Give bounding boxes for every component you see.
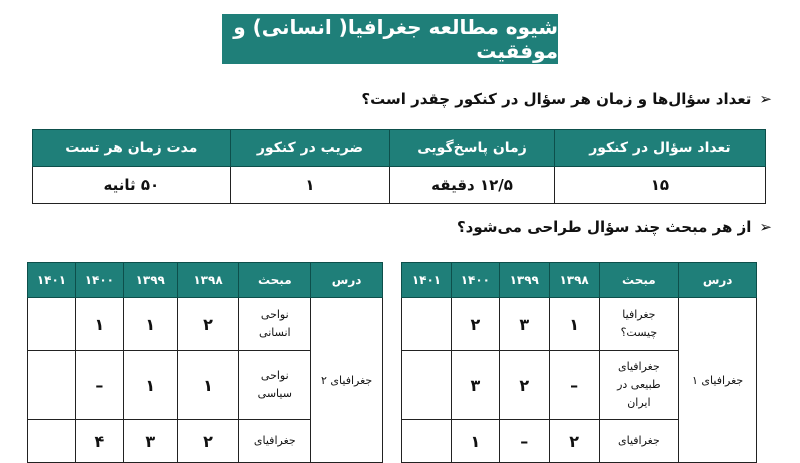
- cell-1399: ۱: [123, 298, 177, 351]
- header-1400: ۱۴۰۰: [451, 263, 499, 298]
- header-1399: ۱۳۹۹: [499, 263, 549, 298]
- header-lesson: درس: [679, 263, 757, 298]
- cell-1399: ۳: [499, 298, 549, 351]
- exam-info-table: [32, 129, 766, 204]
- question-1: [361, 90, 772, 108]
- cell-1398: –: [549, 351, 599, 420]
- header-1400: ۱۴۰۰: [75, 263, 123, 298]
- header-1398: ۱۳۹۸: [177, 263, 239, 298]
- topics-table-geography-2: [27, 262, 383, 463]
- cell-1400: ۳: [451, 351, 499, 420]
- cell-1400: –: [75, 351, 123, 420]
- cell-1401: [28, 351, 76, 420]
- cell-1399: ۳: [123, 420, 177, 463]
- question-2: [457, 218, 772, 236]
- cell-1398: ۱: [177, 351, 239, 420]
- table-row: [28, 298, 383, 351]
- cell-1400: ۱: [451, 420, 499, 463]
- header-time-per-test: مدت زمان هر تست: [33, 130, 231, 167]
- cell-1401: [402, 298, 452, 351]
- header-answer-time: زمان پاسخ‌گویی: [390, 130, 555, 167]
- lesson-cell: جغرافیای ۲: [311, 298, 383, 463]
- topic-cell: نواحی انسانی: [239, 298, 311, 351]
- cell-1401: [402, 351, 452, 420]
- header-1401: ۱۴۰۱: [28, 263, 76, 298]
- value-time-per-test: ۵۰ ثانیه: [33, 167, 231, 204]
- cell-1400: ۴: [75, 420, 123, 463]
- table-header-row: [402, 263, 757, 298]
- question-1-text: تعداد سؤال‌ها و زمان هر سؤال در کنکور چقدر است؟: [361, 90, 752, 108]
- topic-cell: جغرافیا چیست؟: [599, 298, 679, 351]
- topic-cell: جغرافیای طبیعی در ایران: [599, 351, 679, 420]
- exam-info-value-row: [33, 167, 766, 204]
- value-question-count: ۱۵: [554, 167, 765, 204]
- cell-1398: ۱: [549, 298, 599, 351]
- header-topic: مبحث: [599, 263, 679, 298]
- header-topic: مبحث: [239, 263, 311, 298]
- topic-cell: نواحی سیاسی: [239, 351, 311, 420]
- topic-cell: جغرافیای: [599, 420, 679, 463]
- table-header-row: [28, 263, 383, 298]
- header-1399: ۱۳۹۹: [123, 263, 177, 298]
- header-question-count: تعداد سؤال در کنکور: [554, 130, 765, 167]
- arrow-bullet-icon: ➢: [759, 90, 772, 108]
- header-coefficient: ضریب در کنکور: [230, 130, 390, 167]
- lesson-cell: جغرافیای ۱: [679, 298, 757, 463]
- exam-info-header-row: [33, 130, 766, 167]
- cell-1399: ۲: [499, 351, 549, 420]
- page-title: شیوه مطالعه جغرافیا( انسانی) و موفقیت: [222, 14, 558, 64]
- value-coefficient: ۱: [230, 167, 390, 204]
- topics-table-geography-1: [401, 262, 757, 463]
- question-2-text: از هر مبحث چند سؤال طراحی می‌شود؟: [456, 218, 752, 236]
- cell-1401: [28, 420, 76, 463]
- value-answer-time: ۱۲/۵ دقیقه: [390, 167, 555, 204]
- cell-1398: ۲: [549, 420, 599, 463]
- cell-1398: ۲: [177, 420, 239, 463]
- cell-1399: ۱: [123, 351, 177, 420]
- arrow-bullet-icon: ➢: [759, 218, 772, 236]
- header-1401: ۱۴۰۱: [402, 263, 452, 298]
- cell-1400: ۲: [451, 298, 499, 351]
- cell-1400: ۱: [75, 298, 123, 351]
- topic-cell: جغرافیای: [239, 420, 311, 463]
- cell-1401: [28, 298, 76, 351]
- cell-1399: –: [499, 420, 549, 463]
- header-lesson: درس: [311, 263, 383, 298]
- cell-1401: [402, 420, 452, 463]
- cell-1398: ۲: [177, 298, 239, 351]
- table-row: [402, 298, 757, 351]
- header-1398: ۱۳۹۸: [549, 263, 599, 298]
